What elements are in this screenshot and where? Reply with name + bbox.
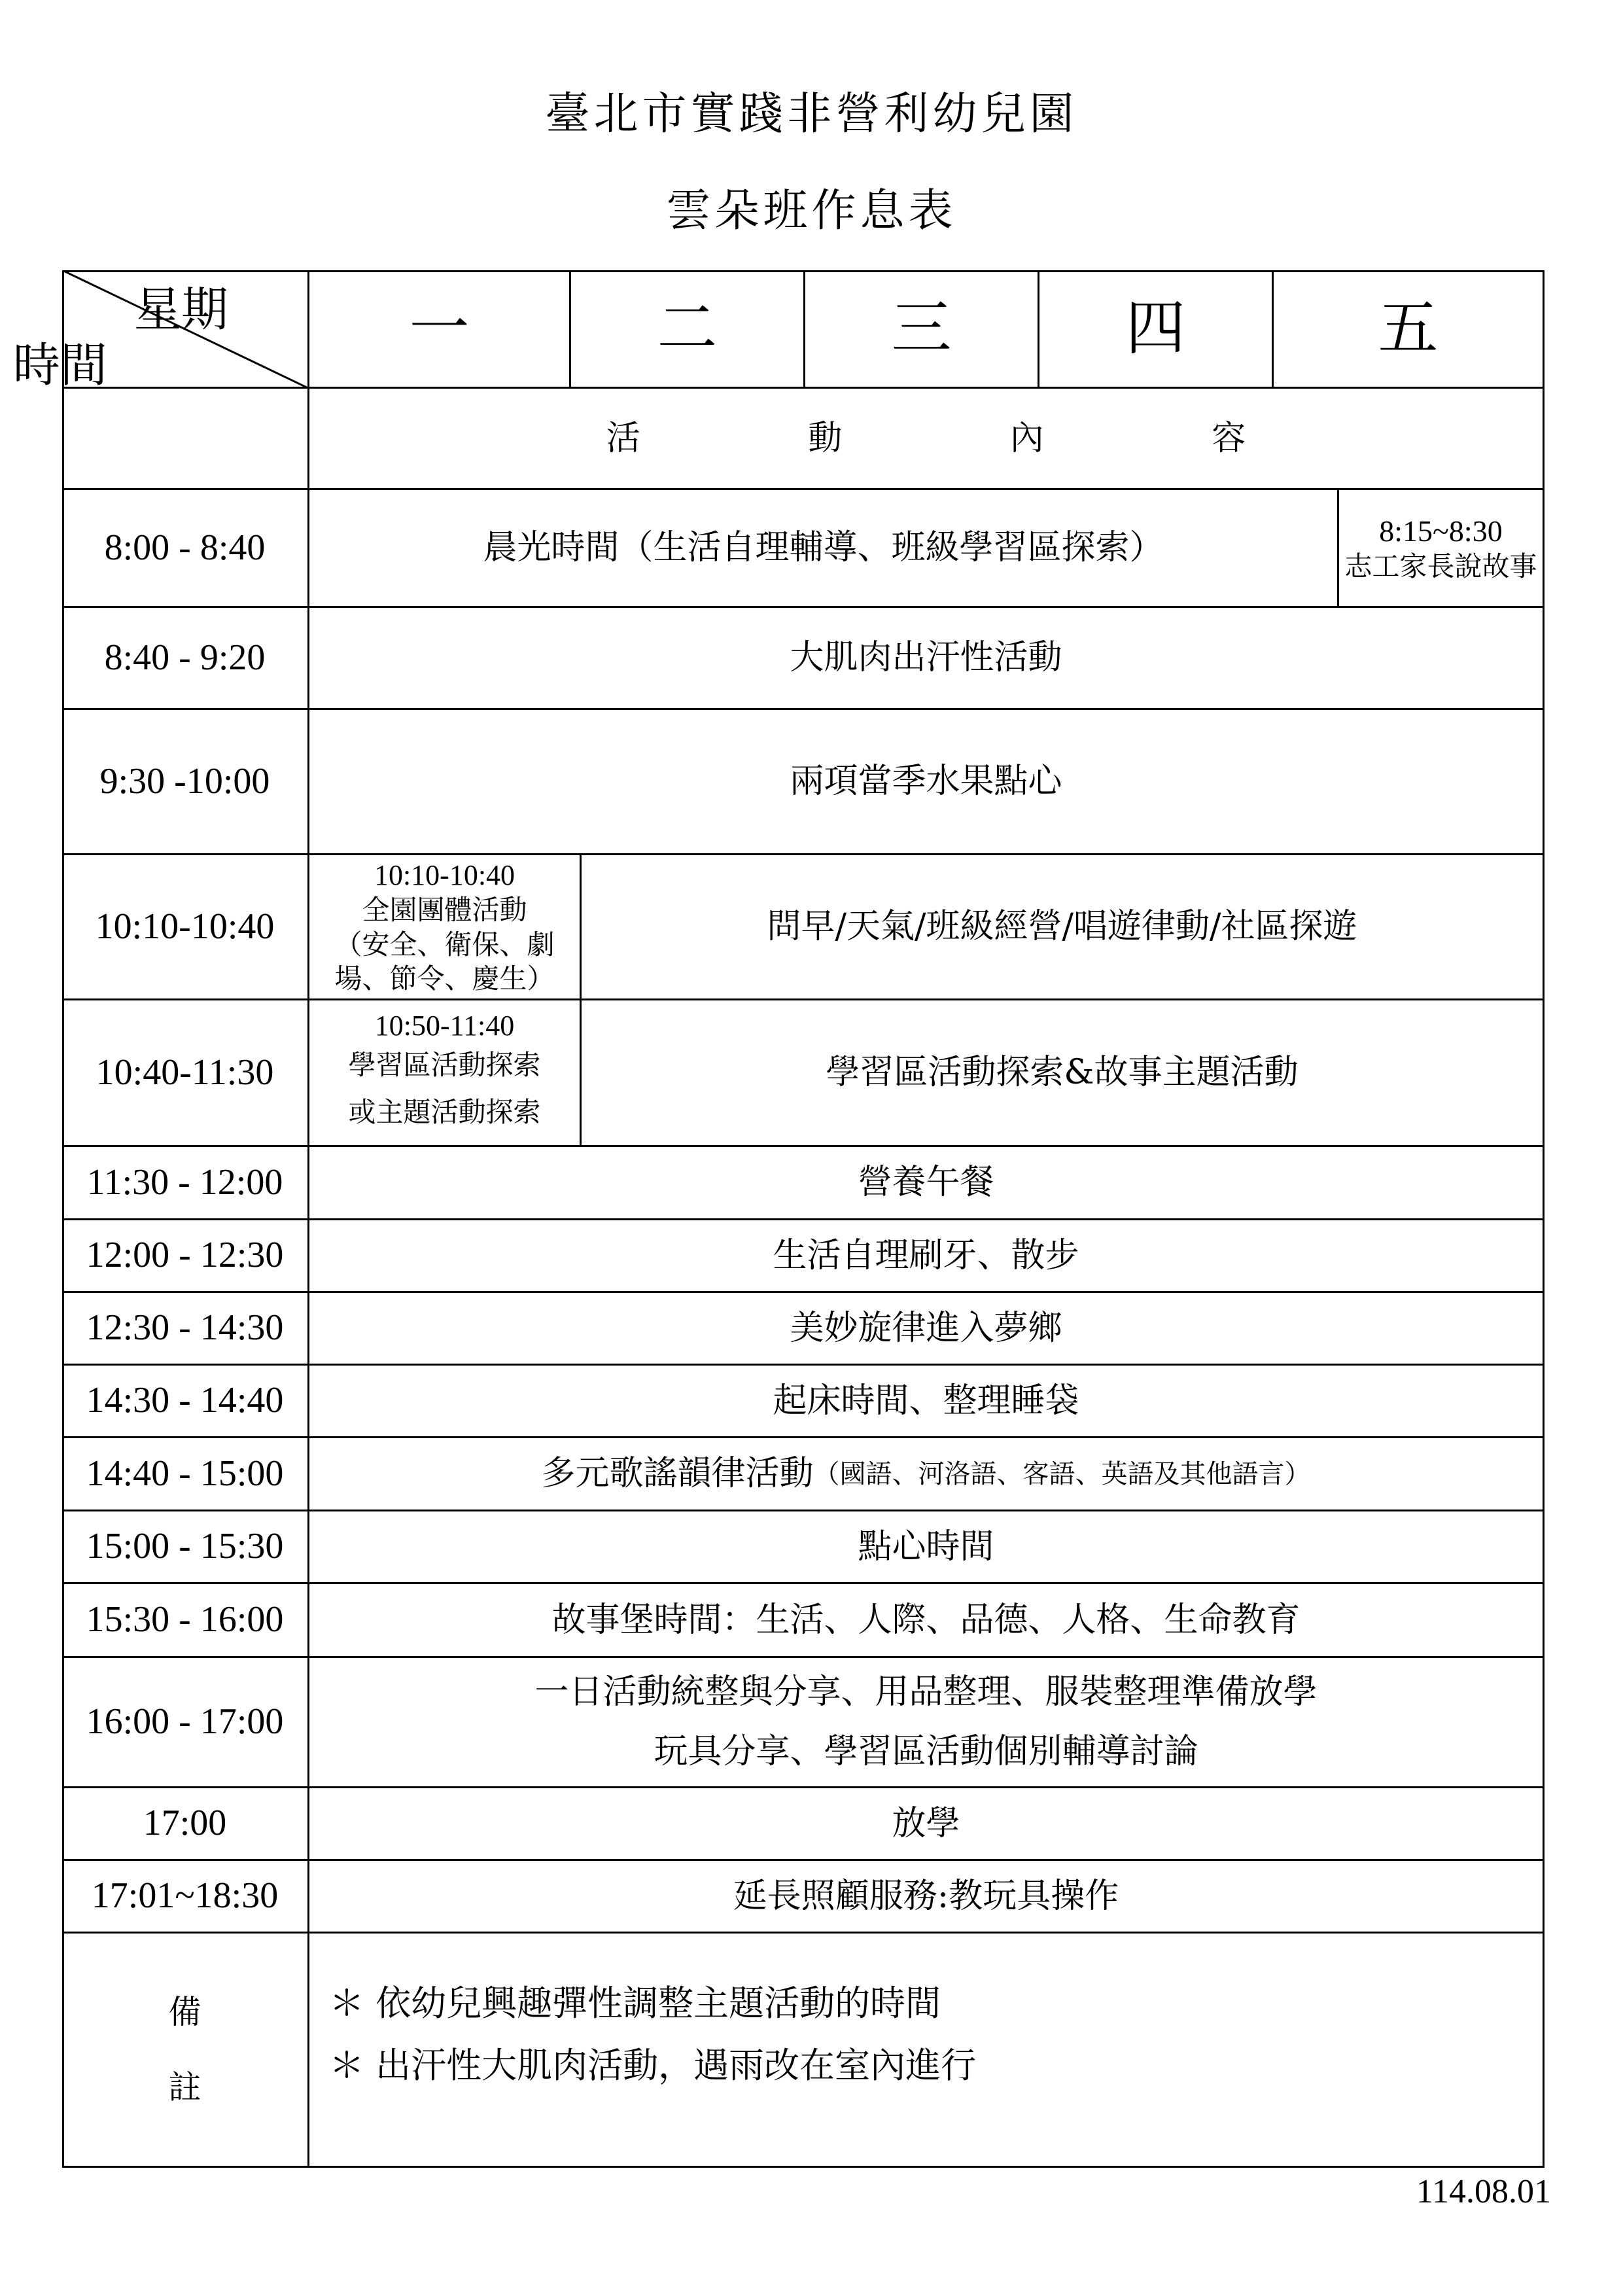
side-activity-cell: [309, 1000, 582, 1147]
day-fri: 五: [1274, 270, 1544, 389]
side-activity-cell: [1339, 490, 1544, 608]
time-cell: 15:30 - 16:00: [62, 1584, 309, 1658]
notes-label: 備: [168, 1992, 201, 2031]
time-cell: 17:00: [62, 1788, 309, 1861]
activity-cell: 營養午餐: [309, 1147, 1544, 1220]
side-text: 全園團體活動: [362, 894, 527, 927]
activity-text: 玩具分享、學習區活動個別輔導討論: [654, 1732, 1198, 1771]
day-mon: 一: [309, 270, 571, 389]
activity-cell: [309, 1438, 1544, 1511]
side-time: 8:15~8:30: [1379, 514, 1503, 548]
activity-cell: 學習區活動探索&故事主題活動: [582, 1000, 1544, 1147]
page-title: 雲朵班作息表: [666, 185, 957, 237]
note-item: ＊ 出汗性大肌肉活動，遇雨改在室內進行: [329, 2044, 977, 2086]
activity-cell: 晨光時間（生活自理輔導、班級學習區探索）: [309, 490, 1339, 608]
activity-cell: 放學: [309, 1788, 1544, 1861]
activity-subtext: （國語、河洛語、客語、英語及其他語言）: [813, 1458, 1311, 1489]
activity-text: 一日活動統整與分享、用品整理、服裝整理準備放學: [534, 1672, 1318, 1712]
time-cell: 17:01~18:30: [62, 1861, 309, 1934]
time-cell: 9:30 -10:00: [62, 710, 309, 855]
notes-label-cell: [62, 1934, 309, 2168]
activity-cell: 生活自理刷牙、散步: [309, 1220, 1544, 1293]
activity-header: 活 動 內 容: [309, 389, 1544, 490]
notes-cell: [309, 1934, 1544, 2168]
time-cell: 8:40 - 9:20: [62, 608, 309, 710]
time-cell: 10:10-10:40: [62, 855, 309, 1000]
day-tue: 二: [571, 270, 805, 389]
activity-cell: 故事堡時間：生活、人際、品德、人格、生命教育: [309, 1584, 1544, 1658]
activity-cell: 延長照顧服務:教玩具操作: [309, 1861, 1544, 1934]
time-cell: 8:00 - 8:40: [62, 490, 309, 608]
time-cell: 10:40-11:30: [62, 1000, 309, 1147]
side-text: 場、節令、慶生）: [334, 963, 555, 995]
activity-cell: 兩項當季水果點心: [309, 710, 1544, 855]
footer-date: 114.08.01: [1416, 2173, 1551, 2210]
notes-label: 註: [168, 2068, 201, 2106]
schedule-table: [62, 270, 1544, 2168]
side-text: 學習區活動探索: [348, 1049, 541, 1082]
side-time: 10:10-10:40: [374, 859, 515, 892]
activity-cell: 點心時間: [309, 1511, 1544, 1584]
side-text: （安全、衛保、劇: [334, 928, 555, 961]
time-cell: 11:30 - 12:00: [62, 1147, 309, 1220]
time-cell: 14:30 - 14:40: [62, 1366, 309, 1438]
day-thu: 四: [1039, 270, 1274, 389]
side-time: 10:50-11:40: [374, 1009, 515, 1042]
day-wed: 三: [805, 270, 1039, 389]
side-text: 志工家長說故事: [1344, 550, 1537, 582]
time-cell: 14:40 - 15:00: [62, 1438, 309, 1511]
activity-cell: 起床時間、整理睡袋: [309, 1366, 1544, 1438]
school-name: 臺北市實踐非營利幼兒園: [545, 88, 1078, 140]
activity-cell: 問早/天氣/班級經營/唱遊律動/社區探遊: [582, 855, 1544, 1000]
activity-cell: 大肌肉出汗性活動: [309, 608, 1544, 710]
empty-cell: [62, 389, 309, 490]
side-activity-cell: [309, 855, 582, 1000]
activity-text: 多元歌謠韻律活動: [541, 1454, 814, 1494]
note-item: ＊ 依幼兒興趣彈性調整主題活動的時間: [329, 1983, 941, 2024]
side-text: 或主題活動探索: [348, 1095, 541, 1128]
activity-cell: [309, 1658, 1544, 1788]
corner-time-label: 時間: [13, 338, 108, 393]
corner-weekday-label: 星期: [134, 282, 229, 337]
activity-cell: 美妙旋律進入夢鄉: [309, 1293, 1544, 1366]
time-cell: 12:30 - 14:30: [62, 1293, 309, 1366]
time-cell: 16:00 - 17:00: [62, 1658, 309, 1788]
time-cell: 12:00 - 12:30: [62, 1220, 309, 1293]
time-cell: 15:00 - 15:30: [62, 1511, 309, 1584]
